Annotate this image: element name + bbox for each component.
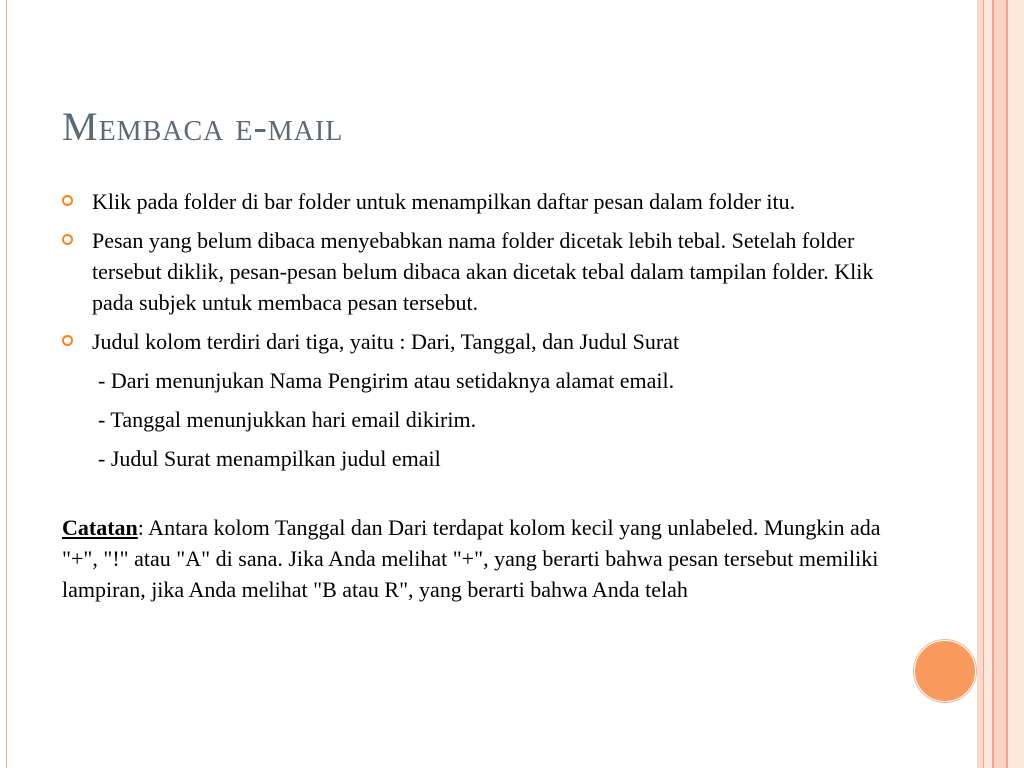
right-stripe: [1008, 0, 1024, 768]
bullet-circle-icon: [62, 195, 73, 206]
sub-item-dari: - Dari menunjukan Nama Pengirim atau setidaknya alamat email.: [98, 368, 675, 393]
bullet-circle-icon: [62, 335, 73, 346]
note-text: : Antara kolom Tanggal dan Dari terdapat kolom kecil yang unlabeled. Mungkin ada "+", "!" atau "A" di sana. Jika Anda melihat "+", yang berarti bahwa pesan tersebut memiliki lampiran, jika Anda melihat "B atau R", yang berarti bahwa Anda telah: [62, 515, 881, 602]
right-stripe: [994, 0, 1006, 768]
bullet-item: [62, 225, 902, 318]
slide-body: [62, 186, 902, 605]
bullet-item: [62, 186, 902, 217]
bullet-text: Judul kolom terdiri dari tiga, yaitu : Dari, Tanggal, dan Judul Surat: [92, 329, 680, 354]
decorative-circle: [914, 640, 976, 702]
bullet-text: Pesan yang belum dibaca menyebabkan nama folder dicetak lebih tebal. Setelah folder tersebut diklik, pesan-pesan belum dibaca akan dicetak tebal dalam tampilan folder. Klik pada subjek untuk membaca pesan tersebut.: [92, 228, 874, 315]
spacer: [62, 482, 902, 512]
slide-title: Membaca e-mail: [62, 104, 344, 149]
note-paragraph: [62, 512, 902, 605]
bullet-circle-icon: [62, 234, 73, 245]
right-stripe: [984, 0, 992, 768]
sub-item-tanggal: - Tanggal menunjukkan hari email dikirim.: [98, 407, 477, 432]
sub-item-judul: - Judul Surat menampilkan judul email: [98, 446, 441, 471]
bullet-text: Klik pada folder di bar folder untuk menampilkan daftar pesan dalam folder itu.: [92, 189, 796, 214]
left-border-line: [6, 0, 7, 768]
bullet-item: [62, 326, 902, 357]
note-label: Catatan: [62, 515, 138, 540]
